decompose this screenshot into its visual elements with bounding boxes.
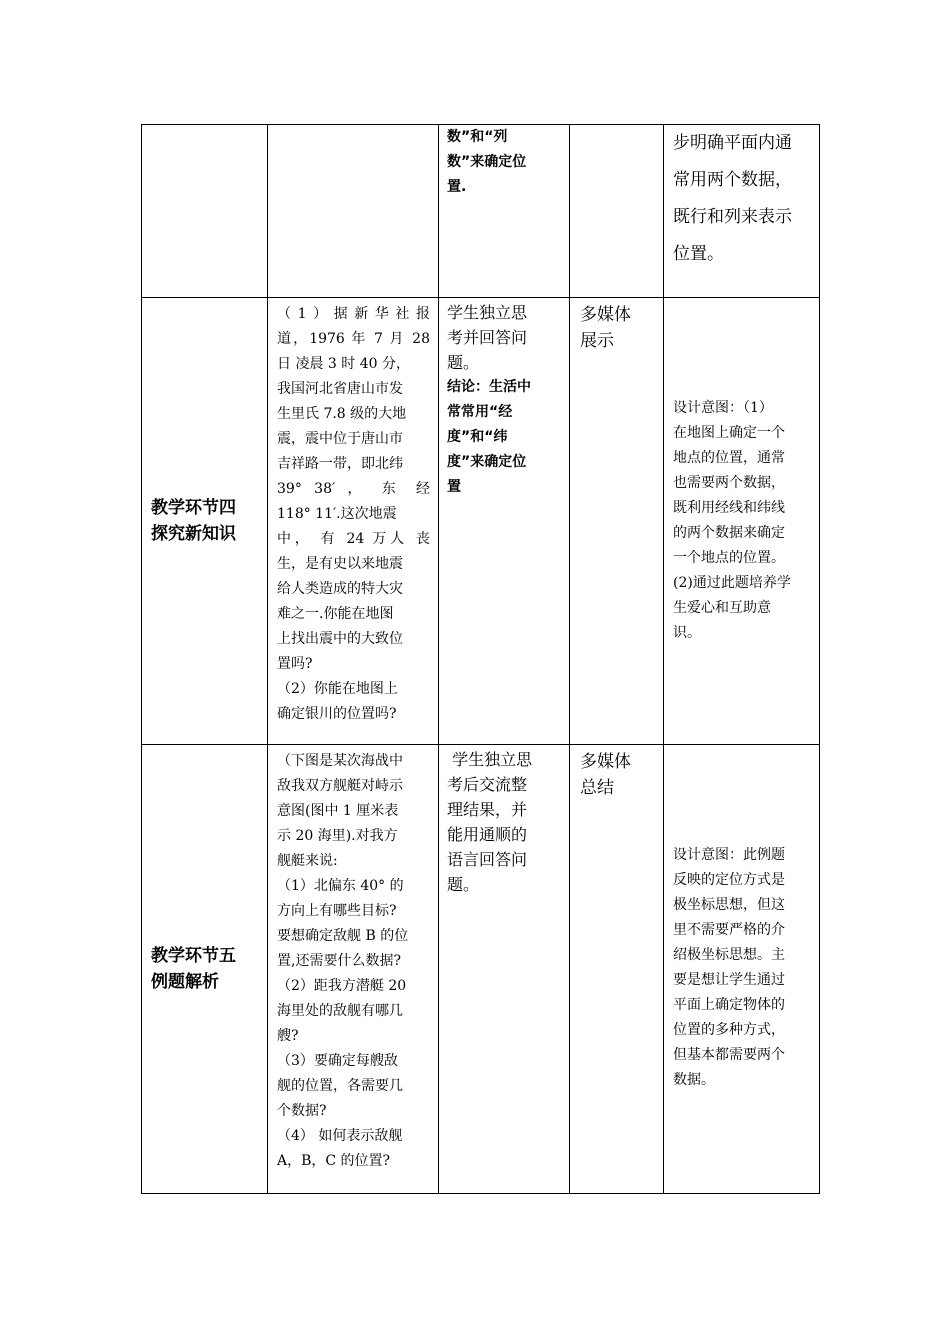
intent-line: 识。: [673, 625, 701, 641]
intent-line: 既行和列来表示: [673, 207, 792, 227]
activity-conclusion-line: 结论：生活中: [447, 379, 531, 395]
activity-line: 考后交流整: [447, 775, 528, 794]
intent-line: 既利用经线和纬线: [673, 500, 785, 516]
activity-conclusion-line: 度”来确定位: [447, 454, 527, 470]
stage-cell: [142, 125, 268, 298]
intent-line: 数据。: [673, 1072, 715, 1088]
stage-cell: [142, 298, 268, 745]
content-line: （1）北偏东 40° 的: [277, 878, 404, 894]
table-row: [142, 745, 820, 1194]
activity-cell: [439, 125, 570, 298]
content-line: 个数据?: [277, 1103, 327, 1119]
intent-line: 在地图上确定一个: [673, 425, 785, 441]
activity-line: 学生独立思: [447, 303, 528, 322]
intent-line: 也需要两个数据，: [673, 475, 785, 491]
media-cell: [570, 298, 664, 745]
content-cell: [268, 298, 439, 745]
content-line: 方向上有哪些目标?: [277, 903, 397, 919]
activity-conclusion-line: 常常用“经: [447, 404, 513, 420]
content-line: 中， 有 24 万人 丧: [277, 531, 430, 547]
content-line: 舰的位置，各需要几: [277, 1078, 403, 1094]
media-line: 展示: [580, 331, 614, 351]
activity-conclusion-line: 置.: [447, 179, 467, 195]
activity-cell: [439, 298, 570, 745]
activity-line: 题。: [447, 875, 480, 894]
intent-line: 反映的定位方式是: [673, 872, 785, 888]
activity-cell: [439, 745, 570, 1194]
content-line: 39° 38′ ， 东 经: [277, 481, 430, 497]
intent-cell: [664, 298, 820, 745]
content-line: （下图是某次海战中: [277, 753, 403, 769]
activity-line: 能用通顺的: [447, 825, 528, 844]
content-line: 日 凌晨 3 时 40 分，: [277, 356, 410, 372]
intent-cell: [664, 125, 820, 298]
intent-line: 平面上确定物体的: [673, 997, 785, 1013]
content-line: 吉祥路一带，即北纬: [277, 456, 403, 472]
content-line: （2）你能在地图上: [277, 681, 398, 697]
stage-title-line: 例题解析: [151, 972, 219, 992]
media-cell: [570, 745, 664, 1194]
content-line: 置,还需要什么数据?: [277, 953, 401, 969]
activity-line: 语言回答问: [447, 850, 528, 869]
media-cell: [570, 125, 664, 298]
activity-conclusion-line: 度”和“纬: [447, 429, 508, 445]
intent-line: 里不需要严格的介: [673, 922, 785, 938]
intent-line: 一个地点的位置。: [673, 550, 785, 566]
intent-line: 位置。: [673, 244, 724, 264]
stage-title-line: 教学环节四: [151, 498, 236, 518]
content-line: 我国河北省唐山市发: [277, 381, 403, 397]
content-line: 给人类造成的特大灾: [277, 581, 403, 597]
content-line: 生里氏 7.8 级的大地: [277, 406, 407, 422]
content-line: 要想确定敌舰 B 的位: [277, 928, 409, 944]
lesson-plan-table: [141, 124, 820, 1194]
content-line: （2）距我方潜艇 20: [277, 978, 407, 994]
intent-line: 位置的多种方式，: [673, 1022, 785, 1038]
intent-line: 设计意图：此例题: [673, 847, 785, 863]
content-line: 难之一.你能在地图: [277, 606, 394, 622]
activity-line: 题。: [447, 353, 480, 372]
intent-line: 但基本都需要两个: [673, 1047, 785, 1063]
content-line: 上找出震中的大致位: [277, 631, 403, 647]
content-cell: [268, 745, 439, 1194]
table-row: [142, 298, 820, 745]
content-line: 敌我双方舰艇对峙示: [277, 778, 403, 794]
content-line: 示 20 海里).对我方: [277, 828, 398, 844]
activity-conclusion-line: 数”来确定位: [447, 154, 527, 170]
intent-line: 的两个数据来确定: [673, 525, 785, 541]
content-line: （4） 如何表示敌舰: [277, 1128, 403, 1144]
content-line: A，B，C 的位置?: [277, 1153, 391, 1169]
table-row: [142, 125, 820, 298]
intent-line: 地点的位置，通常: [673, 450, 785, 466]
media-line: 总结: [580, 778, 614, 798]
intent-cell: [664, 745, 820, 1194]
media-line: 多媒体: [580, 305, 631, 325]
content-line: 海里处的敌舰有哪几: [277, 1003, 403, 1019]
content-line: 生，是有史以来地震: [277, 556, 403, 572]
stage-title-line: 教学环节五: [151, 946, 236, 966]
intent-line: 设计意图：（1）: [673, 400, 773, 416]
intent-line: 要是想让学生通过: [673, 972, 785, 988]
activity-conclusion-line: 置: [447, 479, 461, 495]
activity-line: 考并回答问: [447, 328, 528, 347]
intent-line: 步明确平面内通: [673, 133, 792, 153]
activity-line: 理结果，并: [447, 800, 528, 819]
content-line: （1）据新华社报: [277, 306, 430, 322]
activity-line: 学生独立思: [447, 750, 533, 769]
stage-cell: [142, 745, 268, 1194]
content-line: 震，震中位于唐山市: [277, 431, 403, 447]
content-line: 舰艇来说:: [277, 853, 338, 869]
intent-line: (2)通过此题培养学: [673, 575, 791, 591]
content-line: 艘?: [277, 1028, 299, 1044]
intent-line: 常用两个数据，: [673, 170, 792, 190]
content-cell: [268, 125, 439, 298]
content-line: 意图(图中 1 厘米表: [277, 803, 399, 819]
activity-conclusion-line: 数”和“列: [447, 129, 508, 145]
media-line: 多媒体: [580, 752, 631, 772]
stage-title-line: 探究新知识: [151, 524, 236, 544]
content-line: 确定银川的位置吗?: [277, 706, 397, 722]
content-line: 道，1976 年 7 月 28: [277, 331, 430, 347]
content-line: 置吗?: [277, 656, 313, 672]
content-line: （3）要确定每艘敌: [277, 1053, 398, 1069]
intent-line: 生爱心和互助意: [673, 600, 771, 616]
intent-line: 极坐标思想，但这: [673, 897, 785, 913]
intent-line: 绍极坐标思想。主: [673, 947, 785, 963]
content-line: 118° 11′.这次地震: [277, 506, 397, 522]
